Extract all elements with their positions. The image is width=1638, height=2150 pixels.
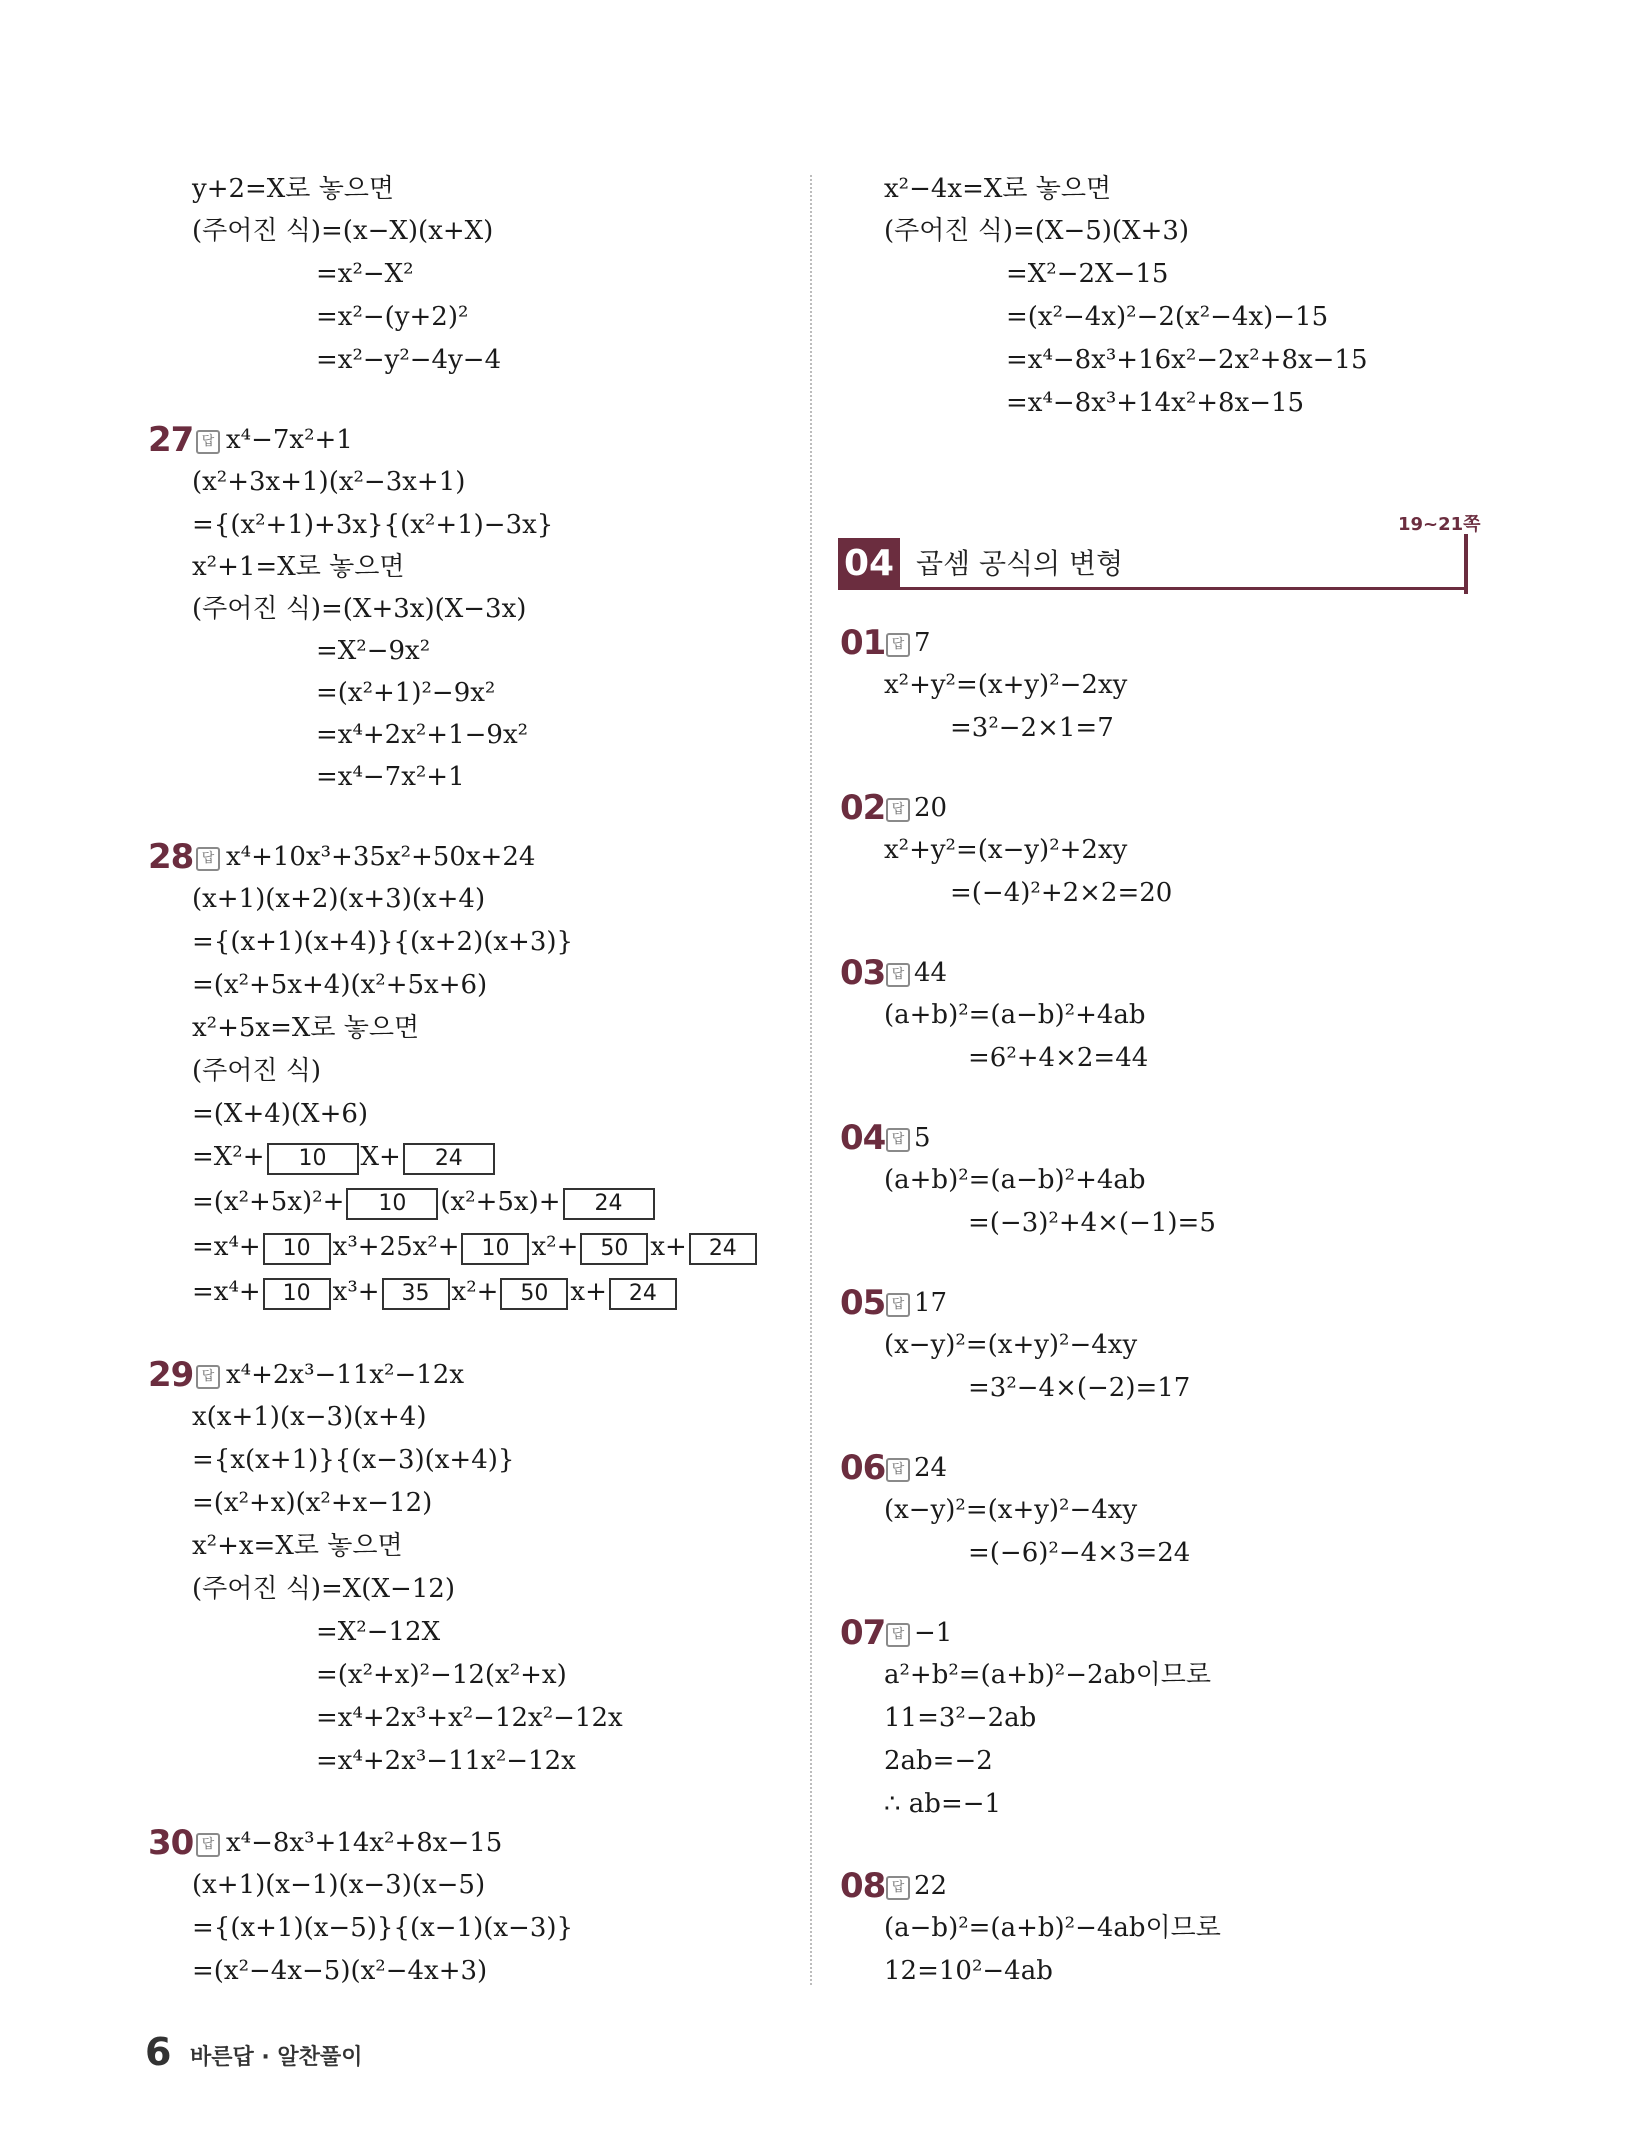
answer-text: x⁴−7x²+1	[226, 425, 353, 455]
text-line: x²+y²=(x+y)²−2xy	[884, 670, 1128, 700]
boxed-line: =X²+ 10 X+ 24	[192, 1140, 497, 1175]
text-line: =(−4)²+2×2=20	[950, 878, 1173, 908]
answer-icon: 답	[886, 1293, 910, 1317]
text-line: =x⁴−8x³+14x²+8x−15	[1006, 388, 1305, 418]
problem-number: 08	[840, 1866, 886, 1906]
answer-box: 10	[263, 1278, 331, 1310]
answer-box: 24	[403, 1143, 495, 1175]
answer-icon: 답	[196, 847, 220, 871]
footer-title: 바른답 · 알찬풀이	[190, 2045, 363, 2070]
text-line: (주어진 식)=(X+3x)(X−3x)	[192, 594, 527, 624]
page-range: 19~21쪽	[1398, 514, 1481, 535]
text-line: ={x(x+1)}{(x−3)(x+4)}	[192, 1445, 515, 1475]
text-line: x(x+1)(x−3)(x+4)	[192, 1402, 427, 1432]
answer-text: 22	[914, 1871, 948, 1901]
answer-text: 7	[914, 628, 931, 658]
text-line: =x⁴−7x²+1	[316, 762, 465, 792]
section-header	[838, 538, 1468, 590]
problem-number: 04	[840, 1118, 886, 1158]
column-divider	[810, 175, 812, 1985]
text-line: (x+1)(x+2)(x+3)(x+4)	[192, 884, 486, 914]
boxed-line: =(x²+5x)²+ 10 (x²+5x)+ 24	[192, 1185, 657, 1220]
text-line: (x+1)(x−1)(x−3)(x−5)	[192, 1870, 486, 1900]
text-line: =x²−X²	[316, 259, 414, 289]
answer-icon: 답	[886, 1876, 910, 1900]
answer-box: 24	[689, 1233, 757, 1265]
answer-icon: 답	[886, 1458, 910, 1482]
answer-text: 24	[914, 1453, 948, 1483]
text-line: x²+y²=(x−y)²+2xy	[884, 835, 1128, 865]
text-line: =x²−y²−4y−4	[316, 345, 502, 375]
text-line: x²+1=X로 놓으면	[192, 552, 405, 582]
text-line: =(x²−4x−5)(x²−4x+3)	[192, 1956, 488, 1986]
section-title: 곱셈 공식의 변형	[916, 547, 1124, 580]
text-line: ={(x+1)(x−5)}{(x−1)(x−3)}	[192, 1913, 574, 1943]
answer-box: 10	[267, 1143, 359, 1175]
text-line: =6²+4×2=44	[968, 1043, 1149, 1073]
answer-box: 35	[382, 1278, 450, 1310]
problem-number: 01	[840, 623, 886, 663]
text-line: 2ab=−2	[884, 1746, 993, 1776]
text-line: =(−6)²−4×3=24	[968, 1538, 1191, 1568]
text-line: =(x²+5x+4)(x²+5x+6)	[192, 970, 488, 1000]
text-line: =X²−12X	[316, 1617, 441, 1647]
text-line: =x⁴−8x³+16x²−2x²+8x−15	[1006, 345, 1368, 375]
answer-text: x⁴+2x³−11x²−12x	[226, 1360, 464, 1390]
answer-text: 20	[914, 793, 948, 823]
text-line: ={(x+1)(x+4)}{(x+2)(x+3)}	[192, 927, 574, 957]
text-line: (x−y)²=(x+y)²−4xy	[884, 1330, 1138, 1360]
text-line: (x−y)²=(x+y)²−4xy	[884, 1495, 1138, 1525]
text-line: (주어진 식)	[192, 1056, 322, 1086]
answer-icon: 답	[886, 963, 910, 987]
answer-icon: 답	[886, 798, 910, 822]
text-line: y+2=X로 놓으면	[192, 174, 395, 204]
problem-number: 30	[148, 1823, 194, 1863]
text-line: =x²−(y+2)²	[316, 302, 469, 332]
text-line: ∴ ab=−1	[884, 1789, 1002, 1819]
boxed-line: =x⁴+ 10 x³+25x²+ 10 x²+ 50 x+ 24	[192, 1230, 759, 1265]
text-line: (a−b)²=(a+b)²−4ab이므로	[884, 1913, 1221, 1943]
answer-box: 10	[461, 1233, 529, 1265]
answer-text: x⁴−8x³+14x²+8x−15	[226, 1828, 503, 1858]
problem-number: 27	[148, 420, 194, 460]
answer-icon: 답	[886, 633, 910, 657]
text-line: =(x²−4x)²−2(x²−4x)−15	[1006, 302, 1329, 332]
text-line: =x⁴+2x³−11x²−12x	[316, 1746, 576, 1776]
text-line: (주어진 식)=X(X−12)	[192, 1574, 455, 1604]
text-line: a²+b²=(a+b)²−2ab이므로	[884, 1660, 1212, 1690]
text-line: =3²−2×1=7	[950, 713, 1114, 743]
boxed-line: =x⁴+ 10 x³+ 35 x²+ 50 x+ 24	[192, 1275, 679, 1310]
text-line: (a+b)²=(a−b)²+4ab	[884, 1165, 1146, 1195]
problem-number: 03	[840, 953, 886, 993]
text-line: =(x²+1)²−9x²	[316, 678, 496, 708]
text-line: =X²−2X−15	[1006, 259, 1169, 289]
answer-box: 10	[263, 1233, 331, 1265]
problem-number: 29	[148, 1355, 194, 1395]
text-line: =(X+4)(X+6)	[192, 1099, 369, 1129]
problem-number: 28	[148, 837, 194, 877]
problem-number: 05	[840, 1283, 886, 1323]
answer-text: −1	[914, 1618, 953, 1648]
text-line: =x⁴+2x²+1−9x²	[316, 720, 529, 750]
answer-box: 24	[609, 1278, 677, 1310]
text-line: x²+5x=X로 놓으면	[192, 1013, 420, 1043]
answer-text: x⁴+10x³+35x²+50x+24	[226, 842, 536, 872]
text-line: x²+x=X로 놓으면	[192, 1531, 403, 1561]
problem-number: 06	[840, 1448, 886, 1488]
text-line: (주어진 식)=(X−5)(X+3)	[884, 216, 1190, 246]
text-line: 12=10²−4ab	[884, 1956, 1053, 1986]
text-line: 11=3²−2ab	[884, 1703, 1037, 1733]
answer-icon: 답	[196, 430, 220, 454]
answer-box: 10	[346, 1188, 438, 1220]
text-line: (a+b)²=(a−b)²+4ab	[884, 1000, 1146, 1030]
answer-box: 50	[580, 1233, 648, 1265]
answer-text: 5	[914, 1123, 931, 1153]
problem-number: 07	[840, 1613, 886, 1653]
section-underline	[900, 587, 1466, 590]
text-line: =x⁴+2x³+x²−12x²−12x	[316, 1703, 623, 1733]
text-line: =(x²+x)²−12(x²+x)	[316, 1660, 567, 1690]
text-line: =X²−9x²	[316, 636, 431, 666]
answer-icon: 답	[196, 1365, 220, 1389]
problem-number: 02	[840, 788, 886, 828]
text-line: =3²−4×(−2)=17	[968, 1373, 1191, 1403]
text-line: =(x²+x)(x²+x−12)	[192, 1488, 433, 1518]
answer-box: 24	[563, 1188, 655, 1220]
answer-icon: 답	[886, 1128, 910, 1152]
text-line: ={(x²+1)+3x}{(x²+1)−3x}	[192, 510, 554, 540]
answer-box: 50	[500, 1278, 568, 1310]
answer-icon: 답	[196, 1833, 220, 1857]
answer-text: 17	[914, 1288, 948, 1318]
text-line: =(−3)²+4×(−1)=5	[968, 1208, 1216, 1238]
text-line: x²−4x=X로 놓으면	[884, 174, 1112, 204]
section-bracket	[1464, 534, 1468, 594]
section-number: 04	[838, 538, 900, 590]
page-number: 6	[145, 2030, 172, 2074]
text-line: (주어진 식)=(x−X)(x+X)	[192, 216, 494, 246]
text-line: (x²+3x+1)(x²−3x+1)	[192, 467, 466, 497]
answer-icon: 답	[886, 1623, 910, 1647]
answer-text: 44	[914, 958, 948, 988]
